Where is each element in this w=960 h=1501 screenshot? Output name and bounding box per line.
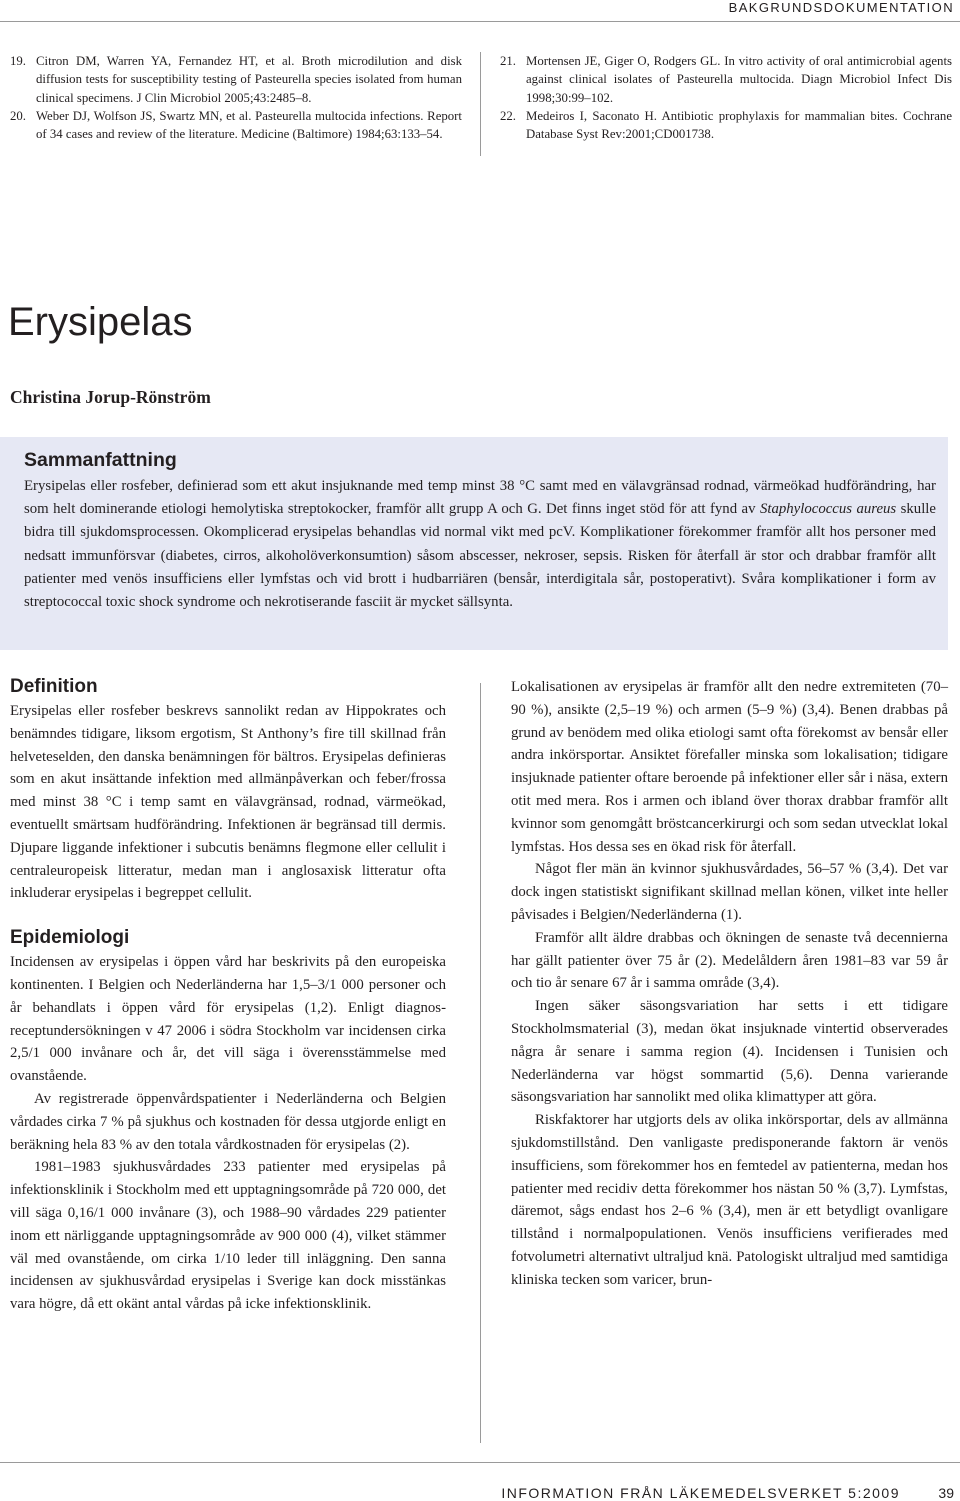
footer-publication: INFORMATION FRÅN LÄKEMEDELSVERKET 5:2009 — [501, 1485, 900, 1501]
reference-text: Mortensen JE, Giger O, Rodgers GL. In vitro activity of oral antimicrobial agents against clinical isolates of Pasteurella multocida. Diagn Microbiol Infect Dis 1998;30:99–102. — [526, 54, 952, 105]
summary-text-part: Erysipelas eller rosfeber, definierad som ett akut insjuknande med temp minst 38 °C samt med en välavgränsad rodnad, värmeökad hudförändring, har som helt dominerande etiologi hemolytiska streptokocker, framför allt grupp A och G. Det finns inget stöd för att fynd av — [24, 478, 936, 518]
reference-text: Medeiros I, Saconato H. Antibiotic prophylaxis for mammalian bites. Cochrane Database Syst Rev:2001;CD001738. — [526, 108, 952, 142]
reference-item — [10, 107, 462, 144]
definition-heading: Definition — [10, 676, 98, 697]
definition-paragraph: Erysipelas eller rosfeber beskrevs sannolikt redan av Hippokrates och benämndes tidigare, liksom ergotism, St Anthony’s fire till skillnad från helveteselden, den danska benämningen för bältros. Erysipelas definieras som en akut insättande infektion med allmänpåverkan och feber/frossa med minst 38 °C i temp samt en välavgränsad, rodnad, värmeökad, eventuellt smärtsam hudförändring. Infektionen är begränsad till dermis. Djupare liggande infektioner i subcutis benämns flegmone eller cellulit i centraleuropeisk litteratur, medan man i anglosaxisk litteratur ofta inkluderar erysipelas i begreppet cellulit. — [10, 703, 446, 902]
article-title: Erysipelas — [8, 300, 193, 344]
body-paragraph: Riskfaktorer har utgjorts dels av olika inkörsportar, dels av allmänna sjukdomstillstånd. Den vanligaste predisponerande faktorn är venös insufficiens, som förekommer hos en femtedel av patienterna, medan hos patienter med recidiv detta förekommer hos nästan 50 % (3,7). Lymfstas, däremot, sågs endast hos 2–6 % (3,4), men är ett betydligt ovanligare tillstånd i normalpopulationen. Venös insufficiens verifierades med fotvolumetri alternativt ultraljud knä. Patologiskt ultraljud med samtidiga kliniska tecken som varicer, brun- — [511, 1112, 948, 1288]
reference-number: 20. — [10, 108, 26, 123]
header-rule — [0, 21, 960, 22]
epidemiology-heading: Epidemiologi — [10, 927, 130, 949]
summary-text — [24, 475, 936, 614]
reference-text: Weber DJ, Wolfson JS, Swartz MN, et al. Pasteurella multocida infections. Report of 34 cases and review of the literature. Medicine (Baltimore) 1984;63:133–54. — [36, 108, 462, 142]
section-gap — [10, 905, 446, 925]
summary-box — [0, 437, 948, 650]
column-divider — [480, 52, 481, 156]
epidemiology-paragraph: Av registrerade öppenvårdspatienter i Nederländerna och Belgien vårdades cirka 7 % på sjukhus och kostnaden för dessa utgjorde enligt en beräkning hela 83 % av den totala vårdkostnaden för erysipelas (2). — [10, 1090, 446, 1153]
left-column — [10, 674, 446, 1316]
footer-rule — [0, 1462, 960, 1463]
summary-text-part: skulle bidra till sjukdomsprocessen. Okomplicerad erysipelas behandlas vid normal vikt med pcV. Komplikationer förekommer framför allt hos personer med nedsatt immunförsvar (diabetes, cirros, alkoholöverkonsumtion) såsom abscesser, nekroser, sepsis. Risken för återfall är stor och drabbar framför allt patienter med venös insufficiens eller lymfstas och vid brott i hudbarriären (bensår, interdigitala sår, postoperativt). Svåra komplikationer i form av streptococcal toxic shock syndrome och nekrotiserande fasciit är mycket sällsynta. — [24, 501, 936, 611]
references-right — [500, 52, 952, 143]
body-paragraph: Något fler män än kvinnor sjukhusvårdades, 56–57 % (3,4). Det var dock ingen statistiskt signifikant skillnad mellan könen, vilket inte heller påvisades i Belgien/Nederländerna (1). — [511, 861, 948, 923]
epidemiology-paragraph: 1981–1983 sjukhusvårdades 233 patienter med erysipelas på infektionsklinik i Stockholm med ett upptagningsområde på 720 000, det vill säga 0,16/1 000 invånare (3), och 1988–90 vårdades 229 patienter inom ett närliggande upptagningsområde av 900 000 (4), vilket stämmer väl med ovanstående, om cirka 1/10 leder till inläggning. Den sanna incidensen av sjukhusvårdad erysipelas i Sverige kan dock misstänkas vara högre, då ett okänt antal vårdas på icke infektionsklinik. — [10, 1159, 446, 1313]
summary-heading: Sammanfattning — [24, 449, 177, 471]
summary-italic-term: Staphylococcus aureus — [759, 501, 897, 518]
reference-item — [500, 107, 952, 144]
body-paragraph: Lokalisationen av erysipelas är framför allt den nedre extremiteten (70–90 %), ansikte (2,5–19 %) och armen (5–9 %) (3,4). Benen drabbas på grund av benödem med olika etiologi samt ofta förekomst av bensår eller andra inkörsportar. Ansiktet förefaller minska som lokalisation; tidigare insjuknade patienter oftare beroende på infektioner eller sår i näsa, extern otit med mera. Ros i armen och ibland över thorax drabbar framför allt kvinnor som genomgått bröstcancerkirurgi och som sedan utvecklat lokal lymfstas. Hos dessa ses en ökad risk för återfall. — [511, 679, 948, 855]
page-number: 39 — [938, 1485, 954, 1501]
right-column — [511, 676, 948, 1292]
reference-number: 19. — [10, 54, 26, 68]
reference-number: 22. — [500, 108, 516, 123]
references-left — [10, 52, 462, 143]
epidemiology-paragraph: Incidensen av erysipelas i öppen vård har beskrivits på den europeiska kontinenten. I Belgien och Nederländerna har 1,5–3/1 000 personer och år behandlats i öppen vård för erysipelas (1,2). Enligt diagnos-receptundersökningen v 47 2006 i södra Stockholm var incidensen cirka 2,5/1 000 invånare och år, det vill säga i överensstämmelse med ovanstående. — [10, 954, 446, 1085]
column-divider — [480, 683, 481, 1443]
running-header: BAKGRUNDSDOKUMENTATION — [728, 0, 954, 15]
reference-text: Citron DM, Warren YA, Fernandez HT, et al. Broth microdilution and disk diffusion tests for susceptibility testing of Pasteurella species isolated from human clinical specimens. J Clin Microbiol 2005;43:2485–8. — [36, 54, 462, 105]
reference-item — [500, 52, 952, 107]
reference-item — [10, 52, 462, 107]
body-paragraph: Framför allt äldre drabbas och ökningen de senaste två decennierna har gällt patienter över 75 år (2). Medelåldern åren 1981–83 var 59 år och tio år senare 67 år i samma område (3,4). — [511, 929, 948, 992]
reference-number: 21. — [500, 54, 516, 68]
article-author: Christina Jorup-Rönström — [10, 387, 211, 407]
body-paragraph: Ingen säker säsongsvariation har setts i ett tidigare Stockholmsmaterial (3), medan ökat insjuknade vintertid observerades några år senare i samma region (4). Incidensen i Tunisien och Nederländerna var högst sommartid (5,6). Denna varierande säsongsvariation har sannolikt med olika klimattyper att göra. — [511, 998, 948, 1106]
